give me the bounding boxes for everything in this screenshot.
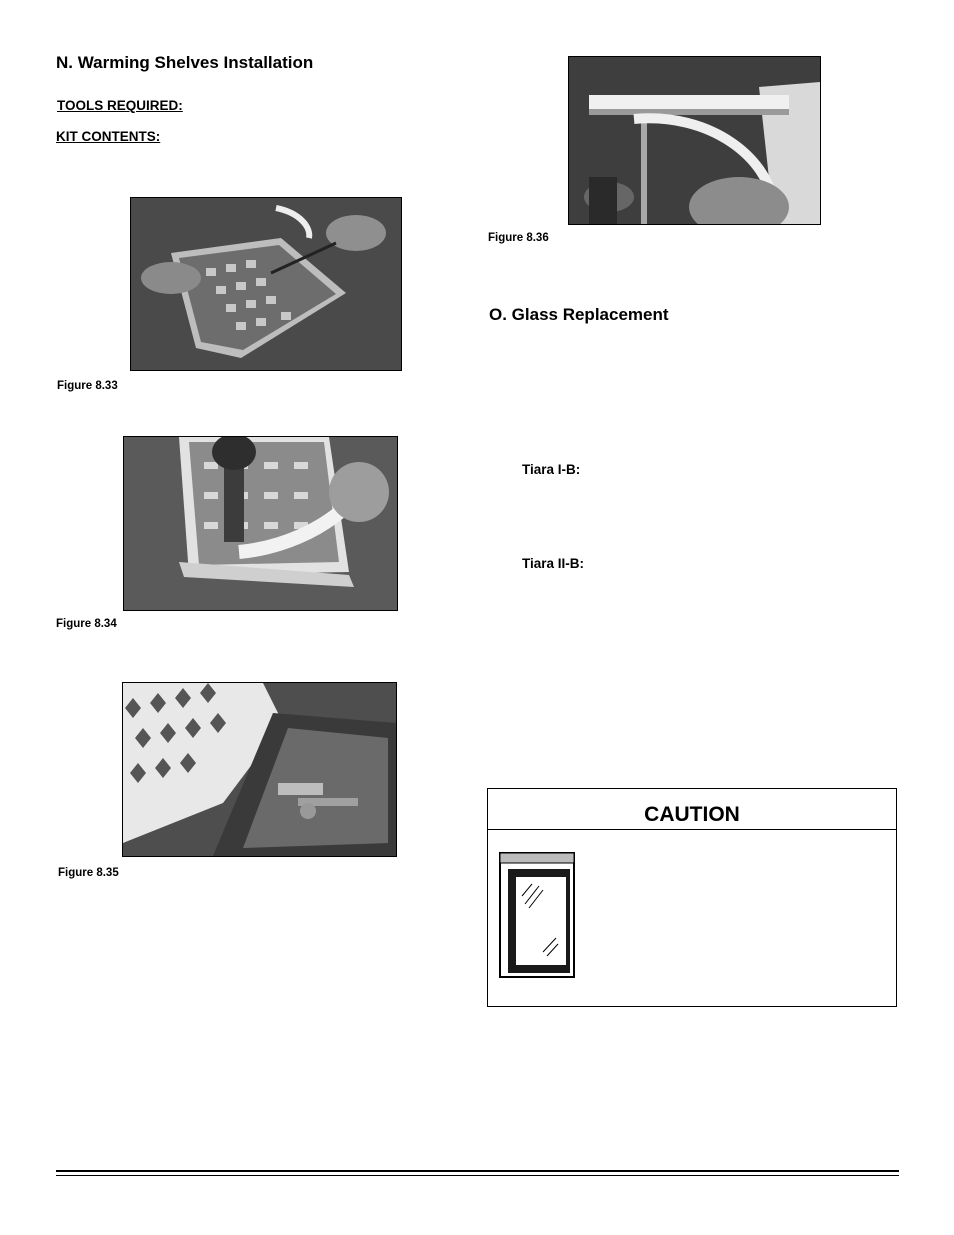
figure-8-33-caption: Figure 8.33 [57,380,118,392]
caution-box [487,788,897,1007]
figure-8-34-caption: Figure 8.34 [56,618,117,630]
section-title-warming-shelves: N. Warming Shelves Installation [56,53,314,72]
figure-8-35-photo [122,682,397,857]
caution-title: CAUTION [488,789,896,830]
figure-8-34-photo [123,436,398,611]
footer-rule-top [56,1170,899,1172]
figure-8-36-photo [568,56,821,225]
tiara-2b-label: Tiara II-B: [522,556,585,571]
figure-8-36-caption: Figure 8.36 [488,232,549,244]
tools-required-label: TOOLS REQUIRED: [57,98,183,113]
section-title-glass-replacement: O. Glass Replacement [489,305,669,324]
figure-8-33-photo [130,197,402,371]
figure-8-35-caption: Figure 8.35 [58,867,119,879]
tiara-1b-label: Tiara I-B: [522,462,581,477]
footer-rule-bottom [56,1175,899,1176]
kit-contents-label: KIT CONTENTS: [56,129,161,144]
glass-panel-icon [499,852,575,978]
